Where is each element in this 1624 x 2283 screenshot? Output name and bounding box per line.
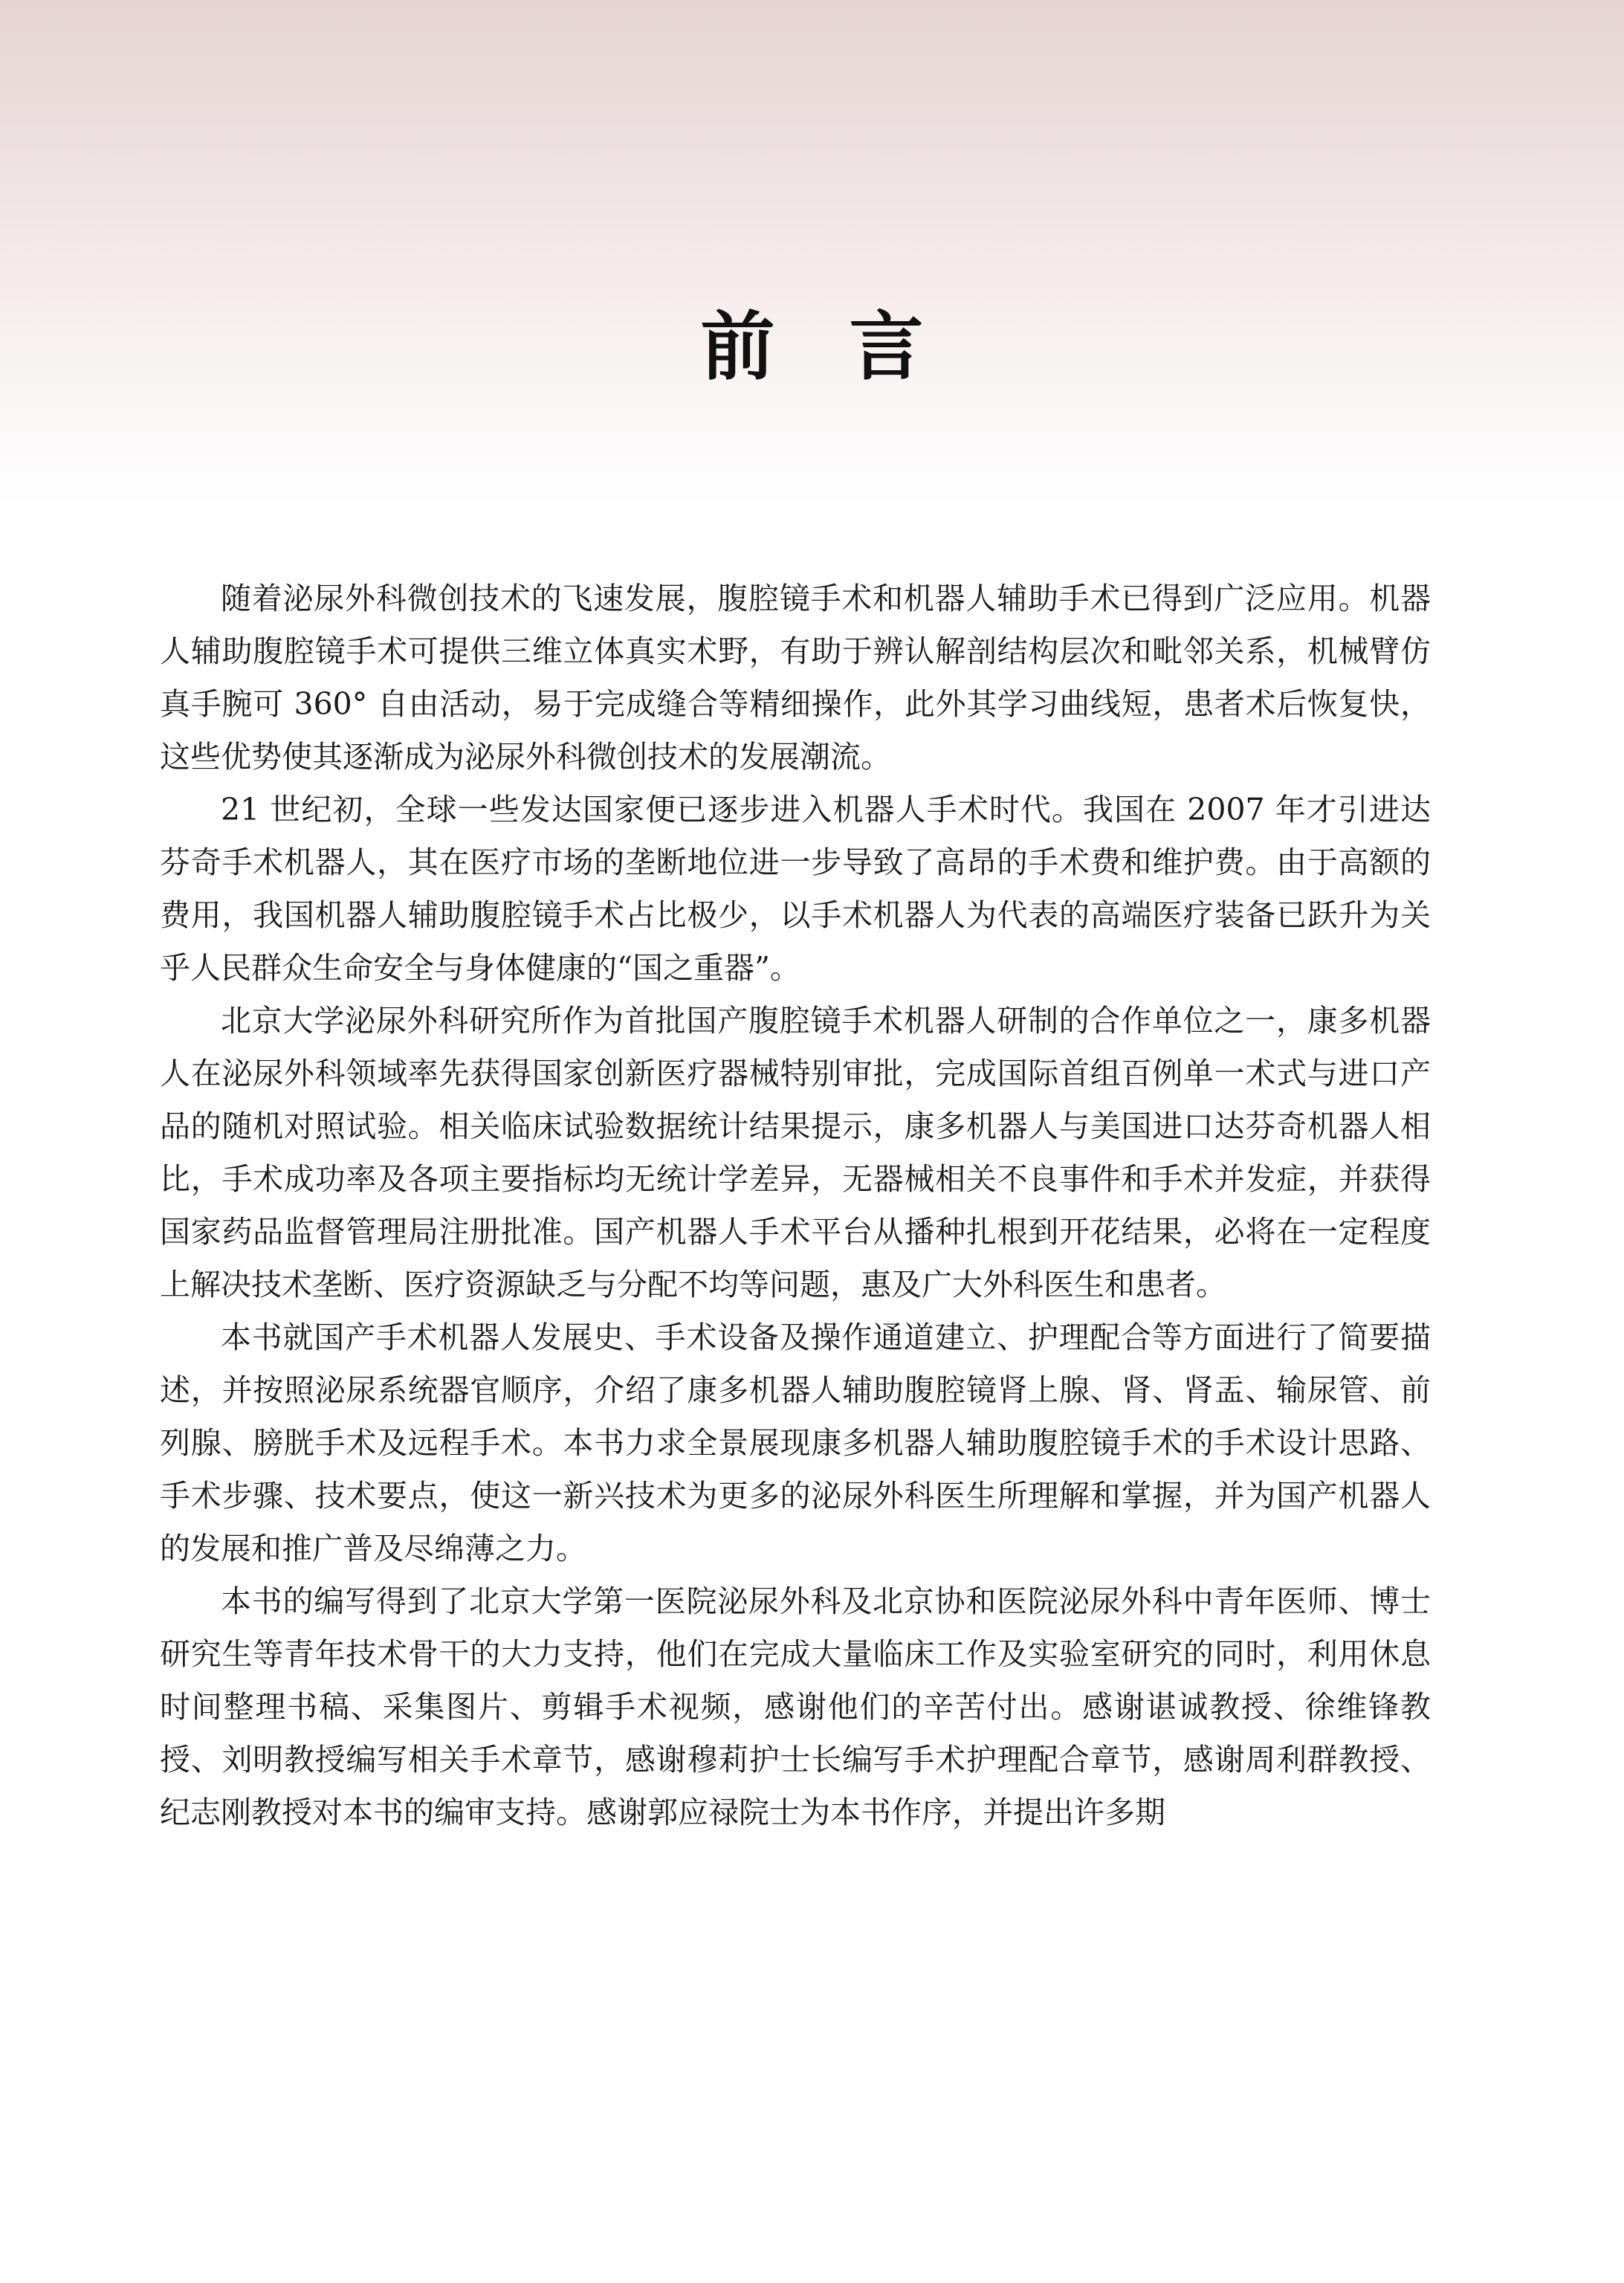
preface-body xyxy=(160,572,1431,1839)
paragraph-4: 本书就国产手术机器人发展史、手术设备及操作通道建立、护理配合等方面进行了简要描述，并按照泌尿系统器官顺序，介绍了康多机器人辅助腹腔镜肾上腺、肾、肾盂、输尿管、前列腺、膀胱手术及远程手术。本书力求全景展现康多机器人辅助腹腔镜手术的手术设计思路、手术步骤、技术要点，使这一新兴技术为更多的泌尿外科医生所理解和掌握，并为国产机器人的发展和推广普及尽绵薄之力。 xyxy=(160,1320,1431,1566)
paragraph-3: 北京大学泌尿外科研究所作为首批国产腹腔镜手术机器人研制的合作单位之一，康多机器人在泌尿外科领域率先获得国家创新医疗器械特别审批，完成国际首组百例单一术式与进口产品的随机对照试验。相关临床试验数据统计结果提示，康多机器人与美国进口达芬奇机器人相比，手术成功率及各项主要指标均无统计学差异，无器械相关不良事件和手术并发症，并获得国家药品监督管理局注册批准。国产机器人手术平台从播种扎根到开花结果，必将在一定程度上解决技术垄断、医疗资源缺乏与分配不均等问题，惠及广大外科医生和患者。 xyxy=(160,1003,1431,1302)
paragraph-1: 随着泌尿外科微创技术的飞速发展，腹腔镜手术和机器人辅助手术已得到广泛应用。机器人辅助腹腔镜手术可提供三维立体真实术野，有助于辨认解剖结构层次和毗邻关系，机械臂仿真手腕可 360° 自由活动，易于完成缝合等精细操作，此外其学习曲线短，患者术后恢复快，这些优势使其逐渐成为泌尿外科微创技术的发展潮流。 xyxy=(160,581,1431,775)
page-title: 前言 xyxy=(700,303,998,390)
header-gradient-band xyxy=(0,0,1624,506)
paragraph-5: 本书的编写得到了北京大学第一医院泌尿外科及北京协和医院泌尿外科中青年医师、博士研究生等青年技术骨干的大力支持，他们在完成大量临床工作及实验室研究的同时，利用休息时间整理书稿、采集图片、剪辑手术视频，感谢他们的辛苦付出。感谢谌诚教授、徐维锋教授、刘明教授编写相关手术章节，感谢穆莉护士长编写手术护理配合章节，感谢周利群教授、纪志刚教授对本书的编审支持。感谢郭应禄院士为本书作序，并提出许多期 xyxy=(160,1583,1431,1830)
paragraph-2: 21 世纪初，全球一些发达国家便已逐步进入机器人手术时代。我国在 2007 年才引进达芬奇手术机器人，其在医疗市场的垄断地位进一步导致了高昂的手术费和维护费。由于高额的费用，我国机器人辅助腹腔镜手术占比极少，以手术机器人为代表的高端医疗装备已跃升为关乎人民群众生命安全与身体健康的“国之重器”。 xyxy=(160,792,1431,986)
